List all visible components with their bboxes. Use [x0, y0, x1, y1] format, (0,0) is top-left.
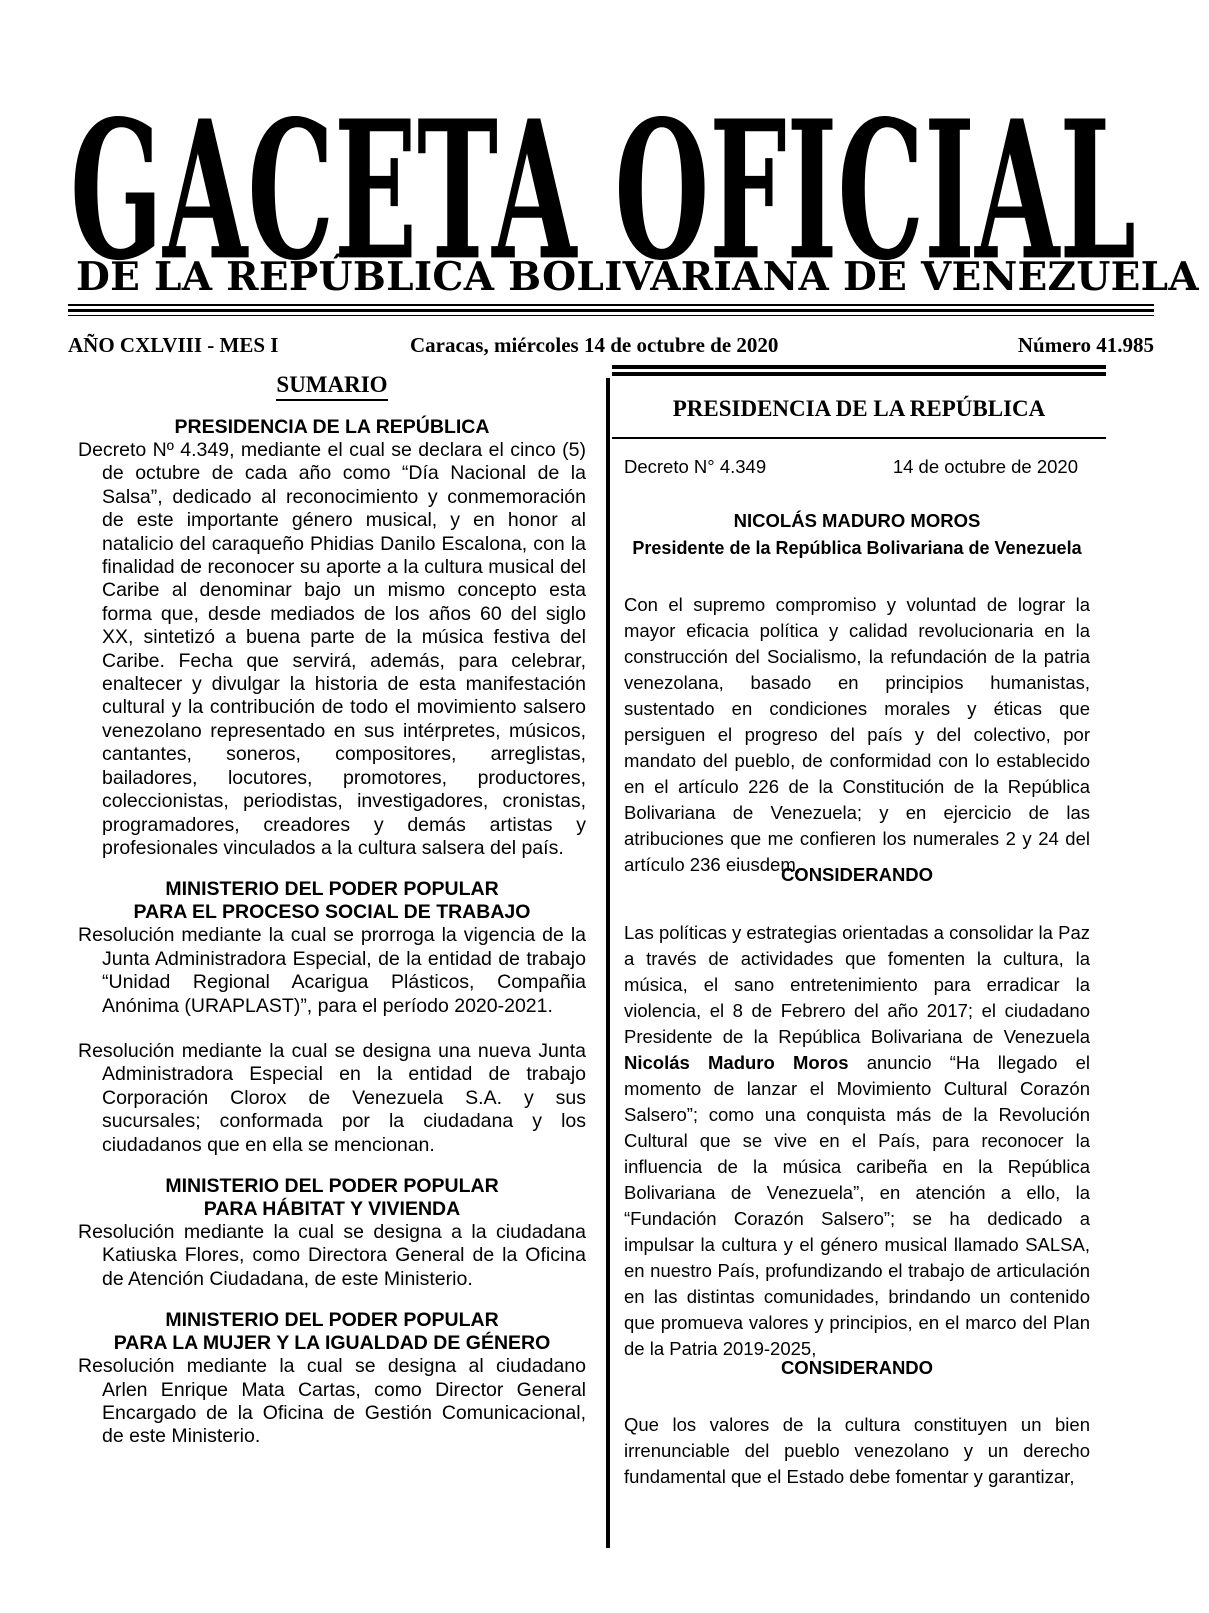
considerando-heading: CONSIDERANDO [780, 1357, 934, 1378]
header-rule-thick [68, 309, 1154, 312]
summary-section-heading: MINISTERIO DEL PODER POPULAR [165, 878, 499, 901]
summary-section-heading: MINISTERIO DEL PODER POPULAR [165, 1174, 499, 1197]
summary-section-heading: MINISTERIO DEL PODER POPULAR [165, 1309, 499, 1332]
summary-title: SUMARIO [78, 372, 586, 398]
summary-entry: Resolución mediante la cual se designa una nueva Junta Administradora Especial en la entidad de trabajo Corporación Clorox de Venezuela S.A. y sus sucursales; conformada por la ciudadana y los ciudadanos que en ella se mencionan. [78, 1039, 586, 1156]
summary-entry: Resolución mediante la cual se prorroga la vigencia de la Junta Administradora Especial, de la entidad de trabajo “Unidad Regional Acarigua Plásticos, Compañia Anónima (URAPLAST)”, para el período 2020-2021. [78, 924, 586, 1017]
header-rule-thin [68, 304, 1154, 306]
decree-section-heading: PRESIDENCIA DE LA REPÚBLICA [672, 396, 1046, 421]
summary-column [78, 372, 586, 1449]
right-rule-under-heading [612, 437, 1106, 439]
masthead-title-text: GACETA OFICIAL [70, 79, 1136, 264]
paragraph-text: Las políticas y estrategias orientadas a consolidar la Paz a través de actividades que fomenten la cultura, la música, el sano entretenimiento para erradicar la violencia, el 8 de Febrero del año 2017; el ciudadano Presidente de la República Bolivariana de Venezuela [624, 922, 1090, 1047]
decree-number: Decreto N° 4.349 [624, 456, 767, 477]
considerando-paragraph: Que los valores de la cultura constituyen un bien irrenunciable del pueblo venezolano y un derecho fundamental que el Estado debe fomentar y garantizar, [624, 1414, 1090, 1487]
summary-section-heading: PARA HÁBITAT Y VIVIENDA [203, 1197, 461, 1220]
signer-name: NICOLÁS MADURO MOROS [733, 510, 981, 531]
considerando-paragraph [624, 920, 1090, 1362]
issue-info-bar [68, 333, 1154, 359]
right-rule-top-2 [612, 372, 1106, 376]
right-rule-top [612, 365, 1106, 369]
masthead-title [70, 72, 1140, 264]
issue-year: AÑO CXLVIII - MES I [68, 333, 279, 357]
considerando-heading: CONSIDERANDO [780, 864, 934, 885]
decree-preamble: Con el supremo compromiso y voluntad de lograr la mayor eficacia política y calidad revolucionaria en la construcción del Socialismo, la refundación de la patria venezolana, basado en principios humanistas, sustentado en condiciones morales y éticas que persiguen el progreso del país y del colectivo, por mandato del pueblo, de conformidad con lo establecido en el artículo 226 de la Constitución de la República Bolivariana de Venezuela; y en ejercicio de las atribuciones que me confieren los numerales 2 y 24 del artículo 236 eiusdem, [624, 594, 1090, 875]
decree-date: 14 de octubre de 2020 [892, 456, 1078, 477]
paragraph-text: anuncio “Ha llegado el momento de lanzar el Movimiento Cultural Corazón Salsero”; como una conquista más de la Revolución Cultural que se vive en el País, para reconocer la influencia de la música caribeña en la República Bolivariana de Venezuela”, en atención a ello, la “Fundación Corazón Salsero”; se ha dedicado a impulsar la cultura y el género musical llamado SALSA, en nuestro País, profundizando el trabajo de articulación en las distintas comunidades, brindando un contenido que promueva valores y principios, en el marco del Plan de la Patria 2019-2025, [624, 1052, 1090, 1359]
summary-entry: Decreto Nº 4.349, mediante el cual se declara el cinco (5) de octubre de cada año como “Día Nacional de la Salsa”, dedicado al reconocimiento y conmemoración de este importante género musical, y en honor al natalicio del caraqueño Phidias Danilo Escalona, con la finalidad de reconocer su aporte a la cultura musical del Caribe al denominar bajo un mismo concepto esta forma que, desde mediados de los años 60 del siglo XX, sintetizó a buena parte de la música festiva del Caribe. Fecha que servirá, además, para celebrar, enaltecer y divulgar la historia de esta manifestación cultural y la contribución de todo el movimiento salsero venezolano representado en sus intérpretes, músicos, cantantes, soneros, compositores, arreglistas, bailadores, locutores, promotores, productores, coleccionistas, periodistas, investigadores, cronistas, programadores, creadores y demás artistas y profesionales vinculados a la cultura salsera del país. [78, 439, 586, 859]
summary-section-heading: PARA EL PROCESO SOCIAL DE TRABAJO [133, 901, 531, 924]
masthead-subtitle: DE LA REPÚBLICA BOLIVARIANA DE VENEZUELA [76, 254, 1199, 300]
summary-section-heading: PRESIDENCIA DE LA REPÚBLICA [174, 416, 490, 438]
summary-entry: Resolución mediante la cual se designa al ciudadano Arlen Enrique Mata Cartas, como Director General Encargado de la Oficina de Gestión Comunicacional, de este Ministerio. [78, 1355, 586, 1448]
issue-date: Caracas, miércoles 14 de octubre de 2020 [410, 333, 779, 357]
column-divider [606, 378, 610, 1548]
summary-section-heading: PARA LA MUJER Y LA IGUALDAD DE GÉNERO [113, 1332, 551, 1355]
president-name: Nicolás Maduro Moros [624, 1052, 849, 1073]
decree-number-line [624, 454, 1090, 480]
summary-entry: Resolución mediante la cual se designa a la ciudadana Katiuska Flores, como Directora General de la Oficina de Atención Ciudadana, de este Ministerio. [78, 1220, 586, 1290]
signer-title: Presidente de la República Bolivariana de Venezuela [632, 538, 1082, 558]
header-rule-thin-2 [68, 315, 1154, 316]
issue-number: Número 41.985 [1017, 333, 1154, 357]
